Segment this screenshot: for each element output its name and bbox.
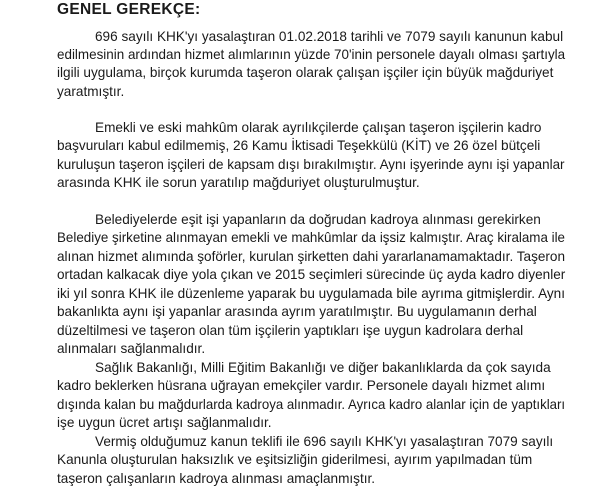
paragraph-line: yaratmıştır. (57, 84, 125, 99)
paragraph-line: iki yıl sonra KHK ile düzenleme yaparak bu uygulamada bile ayrıma gitmişlerdir. Aynı (57, 286, 565, 301)
paragraph-line: Belediyelerde eşit işi yapanların da doğrudan kadroya alınması gerekirken (95, 212, 541, 227)
paragraph-line: dışında kalan bu mağdurlarda kadroya alınmadır. Ayrıca kadro alanlar için de yaptıkları (57, 397, 566, 412)
paragraph-line: arasında KHK ile sorun yaratılıp mağduriyet oluşturulmuştur. (57, 175, 420, 190)
paragraph-line: ortadan kalkacak diye yola çıkan ve 2015 seçimleri sürecinde üç ayda kadro diyenler (57, 267, 566, 282)
paragraph-line: Kanunla oluşturulan haksızlık ve eşitsizliğin giderilmesi, ayırım yapılmadan tüm (57, 452, 533, 467)
paragraph-line: 696 sayılı KHK'yı yasalaştıran 01.02.2018 tarihli ve 7079 sayılı kanunun kabul (95, 29, 564, 44)
paragraph-line: taşeron çalışanların kadroya alınması amaçlanmıştır. (57, 471, 376, 486)
paragraph-line: alınmaları sağlanmalıdır. (57, 341, 206, 356)
paragraph-line: Sağlık Bakanlığı, Milli Eğitim Bakanlığı ve diğer bakanlıklarda da çok sayıda (95, 360, 551, 375)
document-heading: GENEL GEREKÇE: (57, 1, 201, 18)
paragraph-line: Emekli ve eski mahkûm olarak ayrılıkçilerde çalışan taşeron işçilerin kadro (95, 120, 542, 135)
paragraph-line: Vermiş olduğumuz kanun teklifi ile 696 sayılı KHK'yı yasalaştıran 7079 sayılı (95, 434, 554, 449)
paragraph-line: Belediye şirketine alınmayan emekli ve mahkûmlar da işsiz kalmıştır. Araç kiralama ile (57, 230, 566, 245)
paragraph-line: düzeltilmesi ve taşeron olan tüm işçilerin yaptıkları işe uygun kadrolara derhal (57, 323, 524, 338)
paragraph-line: kadro beklerken hüsrana uğrayan emekçiler vardır. Personele dayalı hizmet alımı (57, 378, 546, 393)
paragraph-line: edilmesinin ardından hizmet alımlarının yüzde 70'inin personele dayalı olması şartıyla (57, 47, 566, 62)
paragraph-line: başvuruları kabul edilmemiş, 26 Kamu İktisadi Teşekkülü (KİT) ve 26 özel bütçeli (57, 138, 541, 153)
paragraph-line: işe uygun ücret artışı sağlanmalıdır. (57, 415, 272, 430)
paragraph-line: alınan hizmet alımında şoförler, kurulan şirketten dahi yararlanamamaktadır. Taşeron (57, 249, 566, 264)
paragraph-line: kuruluşun taşeron işçileri de kapsam dışı bırakılmıştır. Aynı işyerinde aynı işi yapanlar (57, 157, 565, 172)
paragraph-line: bakanlıkta aynı işi yapanlar arasında ayrım yaratılmıştır. Bu uygulamanın derhal (57, 304, 537, 319)
paragraph-line: ilgili uygulama, birçok kurumda taşeron olarak çalışan işçiler için büyük mağduriyet (57, 65, 554, 80)
